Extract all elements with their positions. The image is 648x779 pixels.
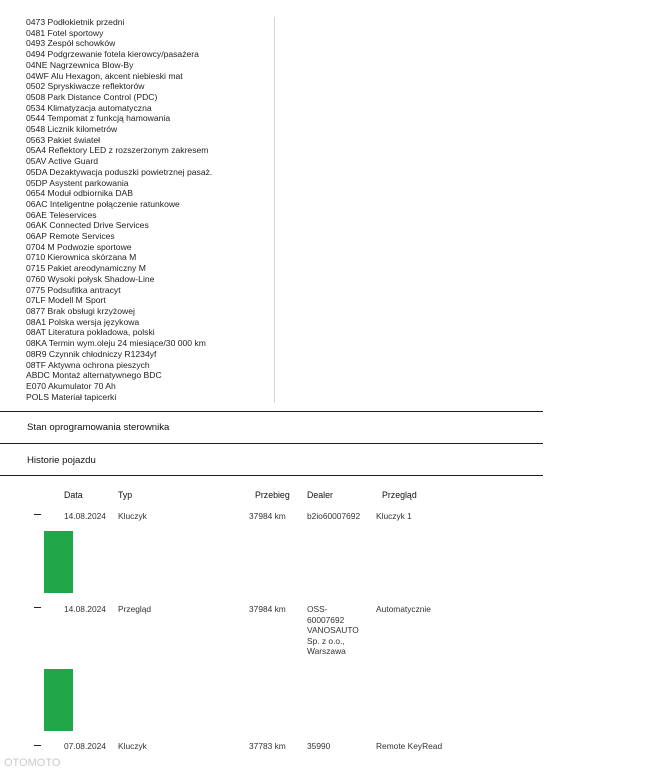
option-item: 04NE Nagrzewnica Blow-By (26, 59, 134, 70)
row-1-mileage: 37984 km (249, 511, 286, 521)
row-3-type: Kluczyk (118, 741, 147, 751)
row-1-review: Kluczyk 1 (376, 511, 412, 521)
option-item: 0563 Pakiet świateł (26, 134, 101, 145)
row-2-review: Automatycznie (376, 604, 431, 614)
option-item: E070 Akumulator 70 Ah (26, 380, 116, 391)
option-item: 0704 M Podwozie sportowe (26, 241, 132, 252)
row-3-dash[interactable] (34, 745, 41, 746)
section-software[interactable]: Stan oprogramowania sterownika (27, 422, 170, 433)
option-item: 0710 Kierownica skórzana M (26, 252, 137, 263)
row-2-dealer: OSS- 60007692 VANOSAUTO Sp. z o.o., Warszawa (307, 604, 359, 657)
option-item: 08KA Termin wym.oleju 24 miesiące/30 000 km (26, 338, 206, 349)
option-item: 06AE Teleservices (26, 209, 97, 220)
row-1-dealer: b2io60007692 (307, 511, 361, 521)
option-item: 0494 Podgrzewanie fotela kierowcy/pasażera (26, 49, 199, 60)
row-3-dealer: 35990 (307, 741, 331, 751)
option-item: 04WF Alu Hexagon, akcent niebieski mat (26, 70, 183, 81)
option-item: 0760 Wysoki połysk Shadow-Line (26, 273, 155, 284)
option-item: 0534 Klimatyzacja automatyczna (26, 102, 152, 113)
option-item: 0508 Park Distance Control (PDC) (26, 91, 158, 102)
option-item: 06AK Connected Drive Services (26, 220, 149, 231)
option-item: 0548 Licznik kilometrów (26, 124, 118, 135)
option-item: 0481 Fotel sportowy (26, 27, 104, 38)
row-2-type: Przegląd (118, 604, 152, 614)
header-date: Data (64, 490, 83, 500)
rule-mid (0, 443, 543, 444)
options-list (26, 17, 276, 402)
header-review: Przegląd (382, 490, 417, 500)
row-3-review: Remote KeyRead (376, 741, 443, 751)
row-2-green-marker (44, 669, 73, 731)
header-type: Typ (118, 490, 133, 500)
section-history[interactable]: Historie pojazdu (27, 455, 96, 466)
row-3-mileage: 37783 km (249, 741, 286, 751)
option-item: 0473 Podłokietnik przedni (26, 17, 125, 27)
rule-bottom (0, 475, 543, 476)
row-1-dash[interactable] (34, 514, 41, 515)
row-1-green-marker (44, 531, 73, 593)
option-item: 0715 Pakiet areodynamiczny M (26, 263, 146, 274)
row-2-dash[interactable] (34, 607, 41, 608)
option-item: 0544 Tempomat z funkcją hamowania (26, 113, 171, 124)
option-item: 07LF Modell M Sport (26, 295, 106, 306)
row-1-type: Kluczyk (118, 511, 147, 521)
option-item: 08TF Aktywna ochrona pieszych (26, 359, 150, 370)
row-2-date: 14.08.2024 (64, 604, 106, 614)
option-item: 05AV Active Guard (26, 156, 98, 167)
option-item: 0654 Moduł odbiornika DAB (26, 188, 134, 199)
option-item: POLS Materiał tapicerki (26, 391, 117, 402)
option-item: 06AP Remote Services (26, 231, 115, 242)
option-item: 05DA Dezaktywacja poduszki powietrznej pasaż. (26, 166, 213, 177)
watermark-logo: OTOMOTO (4, 757, 61, 769)
header-dealer: Dealer (307, 490, 333, 500)
option-item: 0493 Zespół schowków (26, 38, 116, 49)
row-3-date: 07.08.2024 (64, 741, 106, 751)
option-item: 0775 Podsufitka antracyt (26, 284, 121, 295)
option-item: 08R9 Czynnik chłodniczy R1234yf (26, 348, 157, 359)
option-item: 06AC Inteligentne połączenie ratunkowe (26, 198, 180, 209)
header-mileage: Przebieg (255, 490, 290, 500)
option-item: 0502 Spryskiwacze reflektorów (26, 81, 145, 92)
option-item: 05DP Asystent parkowania (26, 177, 129, 188)
row-1-date: 14.08.2024 (64, 511, 106, 521)
row-2-mileage: 37984 km (249, 604, 286, 614)
rule-top (0, 411, 543, 412)
option-item: 08A1 Polska wersja językowa (26, 316, 140, 327)
option-item: ABDC Montaż alternatywnego BDC (26, 370, 162, 381)
option-item: 05A4 Reflektory LED z rozszerzonym zakresem (26, 145, 209, 156)
option-item: 0877 Brak obsługi krzyżowej (26, 305, 135, 316)
column-divider (274, 17, 275, 403)
option-item: 08AT Literatura pokładowa, polski (26, 327, 155, 338)
